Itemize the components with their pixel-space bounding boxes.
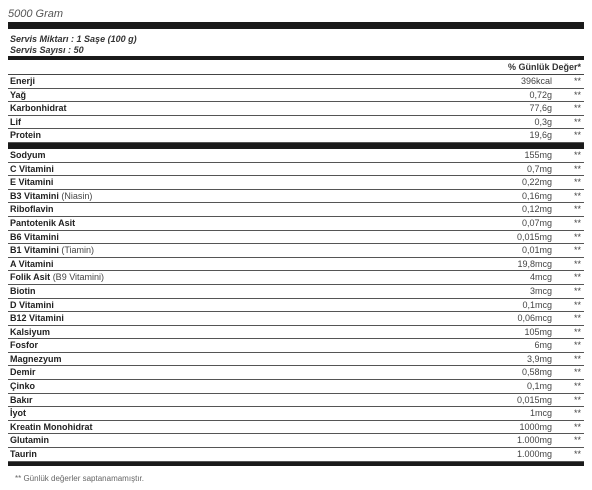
nutrient-name: [10, 116, 21, 129]
nutrient-daily-value: **: [573, 367, 581, 378]
nutrient-name-text: Protein: [10, 130, 42, 141]
nutrient-amount: 0,22mg: [521, 177, 552, 188]
nutrient-daily-value: **: [573, 353, 581, 364]
nutrient-row: [8, 129, 584, 143]
nutrient-name: [10, 326, 50, 339]
nutrient-amount: 105mg: [524, 326, 552, 337]
nutrient-daily-value: **: [573, 231, 581, 242]
nutrient-name: [10, 89, 26, 102]
serving-count: [8, 45, 584, 56]
package-title: 5000 Gram: [8, 8, 64, 20]
nutrient-daily-value: **: [573, 435, 581, 446]
nutrient-daily-value: **: [573, 340, 581, 351]
nutrient-row: [8, 366, 584, 380]
nutrient-daily-value: **: [573, 204, 581, 215]
nutrient-name-text: Sodyum: [10, 149, 46, 160]
nutrient-amount: 77,6g: [529, 103, 552, 114]
nutrient-name: [10, 339, 38, 352]
nutrient-amount: 0,58mg: [521, 367, 552, 378]
nutrient-name-text: Taurin: [10, 449, 37, 460]
serving-info: [8, 29, 584, 56]
nutrient-name-text: Folik Asit: [10, 272, 51, 283]
nutrient-amount: 19,6g: [529, 130, 552, 141]
macro-nutrients-list: [8, 75, 584, 143]
nutrient-amount: 0,7mg: [526, 163, 552, 174]
nutrient-name: [10, 176, 53, 189]
nutrient-row: [8, 89, 584, 103]
nutrient-name-text: Kreatin Monohidrat: [10, 421, 93, 432]
nutrient-name: [10, 299, 54, 312]
nutrient-row: [8, 434, 584, 448]
nutrient-row: [8, 163, 584, 177]
nutrient-row: [8, 326, 584, 340]
nutrient-row: [8, 353, 584, 367]
nutrient-row: [8, 203, 584, 217]
nutrient-amount: 0,015mg: [516, 394, 552, 405]
nutrient-row: [8, 271, 584, 285]
nutrient-name-text: E Vitamini: [10, 177, 54, 188]
nutrient-daily-value: **: [573, 258, 581, 269]
nutrient-row: [8, 394, 584, 408]
nutrient-name-detail: (Tiamin): [61, 245, 95, 256]
nutrient-amount: 3mcg: [529, 285, 552, 296]
serving-size: [8, 34, 584, 45]
nutrient-row: [8, 407, 584, 421]
daily-value-label: % Günlük Değer*: [507, 62, 581, 72]
nutrient-amount: 0,12mg: [521, 204, 552, 215]
nutrient-name: [10, 394, 33, 407]
nutrient-row: [8, 75, 584, 89]
nutrient-amount: 4mcg: [529, 272, 552, 283]
nutrient-daily-value: **: [573, 299, 581, 310]
nutrient-name: [10, 163, 54, 176]
nutrient-amount: 1.000mg: [516, 449, 552, 460]
nutrient-amount: 0,015mg: [516, 231, 552, 242]
nutrient-name: [10, 149, 46, 162]
nutrient-name: [10, 366, 36, 379]
nutrient-name: [10, 434, 49, 447]
nutrient-name-text: İyot: [10, 408, 27, 419]
nutrient-name: [10, 407, 26, 420]
nutrient-name: [10, 421, 93, 434]
nutrient-name-text: B6 Vitamini: [10, 231, 59, 242]
nutrient-name: [10, 285, 36, 298]
nutrition-facts-panel: [8, 8, 584, 483]
nutrient-name: [10, 353, 62, 366]
micro-nutrients-list: [8, 149, 584, 462]
nutrient-daily-value: **: [573, 285, 581, 296]
nutrient-name: [10, 380, 35, 393]
nutrient-amount: 1mcg: [529, 408, 552, 419]
nutrient-daily-value: **: [573, 116, 581, 127]
nutrient-row: [8, 380, 584, 394]
nutrient-amount: 396kcal: [520, 76, 552, 86]
nutrient-daily-value: **: [573, 449, 581, 460]
nutrient-amount: 0,72g: [529, 89, 552, 100]
nutrient-name-text: B12 Vitamini: [10, 313, 64, 324]
nutrient-row: [8, 149, 584, 163]
nutrient-amount: 0,1mg: [526, 381, 552, 392]
nutrient-row: [8, 176, 584, 190]
nutrient-row: [8, 190, 584, 204]
nutrient-name-detail: (B9 Vitamini): [52, 272, 105, 283]
bottom-divider: [8, 462, 584, 466]
nutrient-name-text: D Vitamini: [10, 299, 54, 310]
nutrient-daily-value: **: [573, 394, 581, 405]
nutrient-row: [8, 285, 584, 299]
nutrient-name-text: Glutamin: [10, 435, 50, 446]
nutrient-name-text: Biotin: [10, 285, 36, 296]
nutrient-amount: 0,3g: [534, 116, 552, 127]
nutrient-name-text: Pantotenik Asit: [10, 217, 76, 228]
nutrient-name-text: Enerji: [10, 76, 36, 86]
nutrient-amount: 0,16mg: [521, 190, 552, 201]
nutrient-amount: 19,8mcg: [517, 258, 552, 269]
nutrient-row: [8, 231, 584, 245]
nutrient-row: [8, 244, 584, 258]
nutrient-daily-value: **: [573, 217, 581, 228]
nutrient-daily-value: **: [573, 190, 581, 201]
serving-size-label: Servis Miktarı :: [10, 34, 75, 44]
nutrient-daily-value: **: [573, 408, 581, 419]
nutrient-daily-value: **: [573, 381, 581, 392]
nutrient-daily-value: **: [573, 103, 581, 114]
nutrient-name-text: Fosfor: [10, 340, 38, 351]
nutrient-row: [8, 299, 584, 313]
nutrient-row: [8, 217, 584, 231]
nutrient-row: [8, 116, 584, 130]
nutrient-row: [8, 339, 584, 353]
nutrient-name-text: Bakır: [10, 394, 33, 405]
nutrient-daily-value: **: [573, 272, 581, 283]
nutrient-amount: 155mg: [524, 149, 552, 160]
nutrient-name-text: B3 Vitamini: [10, 190, 59, 201]
nutrient-daily-value: **: [573, 421, 581, 432]
nutrient-amount: 0,01mg: [521, 245, 552, 256]
nutrient-amount: 6mg: [534, 340, 552, 351]
nutrient-name: [10, 448, 37, 461]
nutrient-name-text: Yağ: [10, 89, 27, 100]
nutrient-row: [8, 312, 584, 326]
nutrient-daily-value: **: [573, 76, 581, 86]
nutrient-name-text: B1 Vitamini: [10, 245, 59, 256]
nutrient-amount: 1.000mg: [516, 435, 552, 446]
nutrient-name-text: Karbonhidrat: [10, 103, 67, 114]
nutrient-row: [8, 102, 584, 116]
nutrient-amount: 0,1mcg: [522, 299, 552, 310]
nutrient-amount: 0,06mcg: [517, 313, 552, 324]
nutrient-amount: 0,07mg: [521, 217, 552, 228]
nutrient-name: [10, 244, 94, 257]
nutrient-name: [10, 258, 54, 271]
daily-value-header: [8, 60, 584, 75]
nutrient-amount: 1000mg: [519, 421, 552, 432]
nutrient-name: [10, 217, 75, 230]
nutrient-row: [8, 258, 584, 272]
nutrient-daily-value: **: [573, 245, 581, 256]
nutrient-daily-value: **: [573, 313, 581, 324]
nutrient-daily-value: **: [573, 149, 581, 160]
serving-count-label: Servis Sayısı :: [10, 45, 72, 55]
footnote: ** Günlük değerler saptanamamıştır.: [15, 473, 144, 483]
nutrient-daily-value: **: [573, 89, 581, 100]
nutrient-row: [8, 448, 584, 462]
nutrient-name: [10, 312, 64, 325]
nutrient-name-detail: (Niasin): [61, 190, 93, 201]
nutrient-name: [10, 231, 59, 244]
nutrient-name-text: Lif: [10, 116, 21, 127]
nutrient-name: [10, 190, 92, 203]
nutrient-name: [10, 129, 41, 142]
nutrient-name-text: Riboflavin: [10, 204, 54, 215]
serving-size-value: 1 Saşe (100 g): [76, 34, 137, 44]
nutrient-daily-value: **: [573, 177, 581, 188]
nutrient-daily-value: **: [573, 163, 581, 174]
nutrient-name-text: A Vitamini: [10, 258, 54, 269]
nutrient-name-text: Magnezyum: [10, 353, 62, 364]
serving-count-value: 50: [73, 45, 84, 55]
nutrient-name-text: Çinko: [10, 381, 36, 392]
nutrient-name: [10, 102, 67, 115]
nutrient-name-text: Kalsiyum: [10, 326, 51, 337]
nutrient-name: [10, 75, 35, 88]
nutrient-name: [10, 271, 104, 284]
top-divider: [8, 22, 584, 29]
nutrient-amount: 3,9mg: [526, 353, 552, 364]
nutrient-name-text: Demir: [10, 367, 36, 378]
nutrient-row: [8, 421, 584, 435]
nutrient-daily-value: **: [573, 130, 581, 141]
nutrient-name: [10, 203, 54, 216]
nutrient-daily-value: **: [573, 326, 581, 337]
nutrient-name-text: C Vitamini: [10, 163, 54, 174]
